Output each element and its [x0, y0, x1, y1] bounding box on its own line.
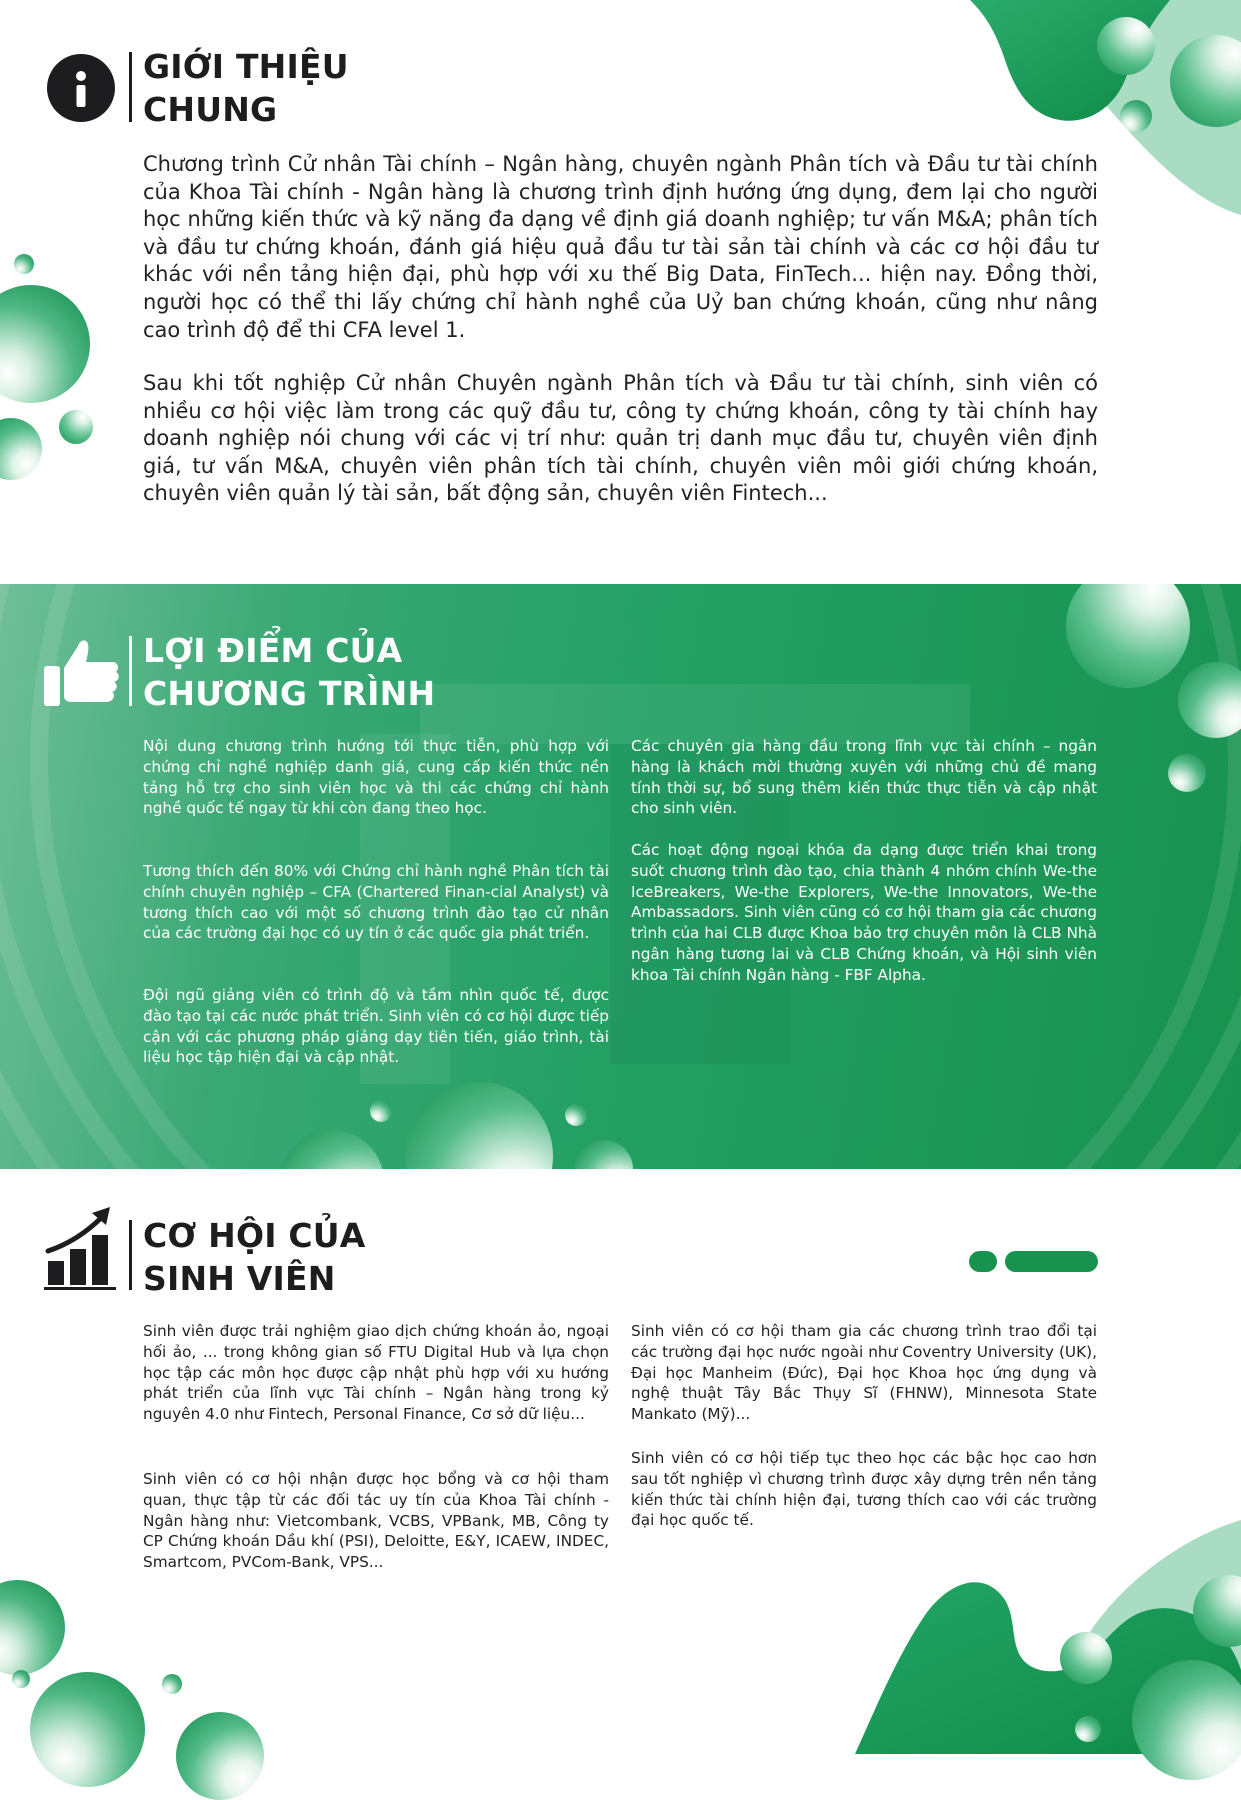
decor-bubble [1075, 1716, 1101, 1742]
intro-paragraph: Sau khi tốt nghiệp Cử nhân Chuyên ngành Phân tích và Đầu tư tài chính, sinh viên có nhiều cơ hội việc làm trong các quỹ đầu tư, công ty chứng khoán, công ty tài chính hay doanh nghiệp nói chung với các vị trí như: quản trị danh mục đầu tư, chuyên viên định giá, tư vấn M&A, chuyên viên phân tích tài chính, chuyên viên môi giới chứng khoán, chuyên viên quản lý tài sản, bất động sản, chuyên viên Fintech... [143, 371, 1098, 506]
decor-bubble [565, 1104, 587, 1126]
section-title-intro [143, 45, 349, 131]
benefit-paragraph: Tương thích đến 80% với Chứng chỉ hành nghề Phân tích tài chính chuyên nghiệp – CFA (Chartered Finan-cial Analyst) và tương thích cao với một số chương trình đào tạo cử nhân của các trường đại học có uy tín ở các quốc gia phát triển. [143, 862, 609, 943]
decor-bubble [1132, 1660, 1241, 1780]
benefit-paragraph: Các chuyên gia hàng đầu trong lĩnh vực tài chính – ngân hàng là khách mời thường xuyên với những chủ đề mang tính thời sự, bổ sung thêm kiến thức thực tiễn và cập nhật cho sinh viên. [631, 737, 1097, 818]
benefits-band [0, 584, 1241, 1169]
decor-bubble [12, 1670, 30, 1688]
decor-bubble [162, 1674, 182, 1694]
watermark-shape [420, 684, 970, 744]
decor-bubble [1097, 17, 1155, 75]
decor-bubble [0, 1580, 65, 1675]
section-title-benefits [143, 629, 435, 715]
decor-bubble [176, 1712, 264, 1800]
decor-bubble [1120, 100, 1152, 132]
title-divider [129, 52, 132, 122]
decor-pill-dot [969, 1251, 997, 1272]
opportunity-paragraph: Sinh viên được trải nghiệm giao dịch chứng khoán ảo, ngoại hối ảo, ... trong không gian số FTU Digital Hub và lựa chọn học tập các môn học được cập nhật phù hợp với xu hướng phát triển của lĩnh vực Tài chính – Ngân hàng trong kỷ nguyên 4.0 như Fintech, Personal Finance, Cơ sở dữ liệu... [143, 1322, 609, 1424]
section-title-opportunities [143, 1214, 366, 1300]
title-divider [129, 636, 132, 706]
decor-pill [1005, 1251, 1098, 1272]
title-line: SINH VIÊN [143, 1259, 336, 1298]
opportunity-paragraph: Sinh viên có cơ hội nhận được học bổng và cơ hội tham quan, thực tập từ các đối tác uy tín của Khoa Tài chính - Ngân hàng như: Vietcombank, VCBS, VPBank, MB, Công ty CP Chứng khoán Dầu khí (PSI), Deloitte, E&Y, ICAEW, INDEC, Smartcom, PVCom-Bank, VPS... [143, 1470, 609, 1572]
decor-bubble [1168, 754, 1206, 792]
opportunity-paragraph: Sinh viên có cơ hội tiếp tục theo học các bậc học cao hơn sau tốt nghiệp vì chương trình được xây dựng trên nền tảng kiến thức tài chính hiện đại, tương thích cao với các trường đại học quốc tế. [631, 1449, 1097, 1530]
decor-bubble [59, 410, 93, 444]
decor-bubble [14, 254, 34, 274]
title-line: CHUNG [143, 90, 278, 129]
title-line: CHƯƠNG TRÌNH [143, 674, 436, 713]
info-icon [47, 54, 115, 122]
growth-chart-icon [44, 1205, 120, 1291]
title-line: CƠ HỘI CỦA [143, 1216, 366, 1255]
title-line: LỢI ĐIỂM CỦA [143, 631, 403, 670]
decor-bubble [30, 1672, 145, 1787]
title-divider [129, 1220, 132, 1290]
benefit-paragraph: Đội ngũ giảng viên có trình độ và tầm nhìn quốc tế, được đào tạo tại các nước phát triển. Sinh viên có cơ hội được tiếp cận với các phương pháp giảng dạy tiên tiến, giáo trình, tài liệu học tập hiện đại và cập nhật. [143, 986, 609, 1067]
benefit-paragraph: Nội dung chương trình hướng tới thực tiễn, phù hợp với chứng chỉ nghề nghiệp danh giá, cung cấp kiến thức nền tảng hỗ trợ cho sinh viên học và thi các chứng chỉ hành nghề quốc tế ngay từ khi còn đang theo học. [143, 737, 609, 818]
intro-paragraph: Chương trình Cử nhân Tài chính – Ngân hàng, chuyên ngành Phân tích và Đầu tư tài chính của Khoa Tài chính - Ngân hàng là chương trình định hướng ứng dụng, đem lại cho người học những kiến thức và kỹ năng đa dạng về định giá doanh nghiệp; tư vấn M&A; phân tích và đầu tư chứng khoán, đánh giá hiệu quả đầu tư tài sản tài chính và các cơ hội đầu tư khác với nền tảng hiện đại, phù hợp với xu thế Big Data, FinTech... hiện nay. Đồng thời, người học có thể thi lấy chứng chỉ hành nghề của Uỷ ban chứng khoán, cũng như nâng cao trình độ để thi CFA level 1. [143, 152, 1098, 342]
title-line: GIỚI THIỆU [143, 47, 349, 86]
decor-bubble [1060, 1632, 1112, 1684]
thumbs-up-icon [42, 636, 120, 708]
decor-bubble [0, 418, 42, 480]
benefit-paragraph: Các hoạt động ngoại khóa đa dạng được triển khai trong suốt chương trình đào tạo, chia thành 4 nhóm chính We-the IceBreakers, We-the Explorers, We-the Innovators, We-the Ambassadors. Sinh viên cũng có cơ hội tham gia các chương trình của hai CLB được Khoa bảo trợ chuyên môn là CLB Nhà ngân hàng tương lai và CLB Chứng khoán, và Hội sinh viên khoa Tài chính Ngân hàng - FBF Alpha. [631, 841, 1097, 984]
decor-bubble [370, 1100, 392, 1122]
opportunity-paragraph: Sinh viên có cơ hội tham gia các chương trình trao đổi tại các trường đại học nước ngoài như Coventry University (UK), Đại học Manheim (Đức), Đại học Khoa học ứng dụng và nghệ thuật Tây Bắc Thụy Sĩ (FHNW), Minnesota State Mankato (Mỹ)... [631, 1322, 1097, 1424]
decor-bubble [0, 285, 90, 403]
